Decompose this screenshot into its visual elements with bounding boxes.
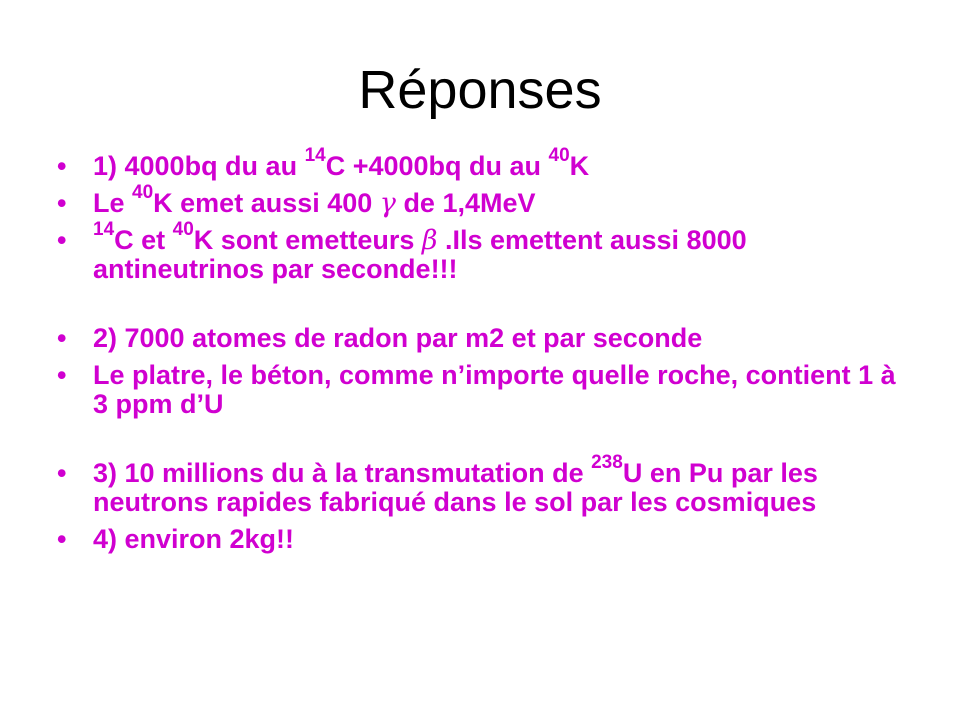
bullet-item-3 (55, 219, 915, 284)
bullet-icon: • (57, 360, 67, 390)
bullet-3-text-c: .Ils emettent aussi 8000 antineutrinos par seconde!!! (93, 225, 747, 284)
bullet-6-superscript-a: 238 (591, 452, 623, 473)
bullet-icon: • (57, 458, 67, 488)
bullet-2-text-b: K emet aussi 400 (153, 188, 380, 218)
bullet-1-superscript-a: 14 (304, 145, 326, 166)
bullet-list (55, 145, 915, 562)
bullet-item-7 (55, 525, 915, 554)
bullet-1-text-c: K (569, 151, 590, 181)
bullet-icon: • (57, 188, 67, 218)
bullet-3-text-b: K sont emetteurs (193, 225, 422, 255)
bullet-icon: • (57, 151, 67, 181)
bullet-1-superscript-b: 40 (548, 145, 570, 166)
beta-symbol: β (421, 225, 438, 256)
bullet-6-text-a: 3) 10 millions du à la transmutation de (93, 458, 592, 488)
bullet-3-text-a: C et (114, 225, 173, 255)
bullet-3-superscript-b: 40 (172, 219, 194, 240)
bullet-icon: • (57, 524, 67, 554)
bullet-1-text-a: 1) 4000bq du au (93, 151, 305, 181)
bullet-item-1 (55, 145, 915, 181)
bullet-icon: • (57, 323, 67, 353)
bullet-6-text-b: U en Pu par les neutrons rapides fabriqué dans le sol par les cosmiques (93, 458, 818, 517)
bullet-7-text: 4) environ 2kg!! (93, 524, 295, 554)
bullet-4-text: 2) 7000 atomes de radon par m2 et par seconde (93, 323, 703, 353)
bullet-2-superscript-a: 40 (132, 182, 154, 203)
bullet-2-text-a: Le (93, 188, 133, 218)
bullet-3-superscript-a: 14 (93, 219, 115, 240)
bullet-5-text: Le platre, le béton, comme n’importe quelle roche, contient 1 à 3 ppm d’U (93, 360, 896, 419)
bullet-icon: • (57, 225, 67, 255)
bullet-1-text-b: C +4000bq du au (325, 151, 549, 181)
bullet-item-6 (55, 452, 915, 517)
bullet-2-text-c: de 1,4MeV (395, 188, 536, 218)
bullet-item-5 (55, 361, 915, 419)
bullet-item-2 (55, 182, 915, 219)
slide-title: Réponses (358, 60, 602, 120)
bullet-item-4 (55, 324, 915, 353)
gamma-symbol: γ (379, 188, 396, 219)
